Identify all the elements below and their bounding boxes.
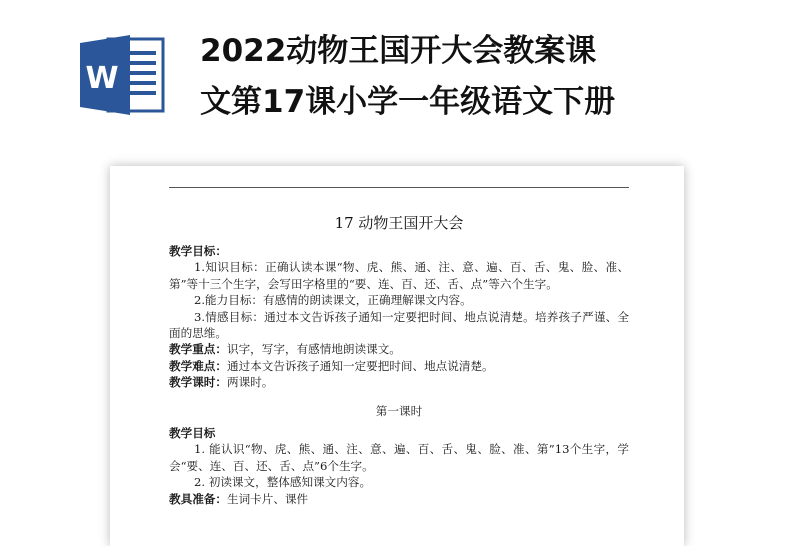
teaching-key-point — [169, 341, 629, 357]
document-title: 17 动物王国开大会 — [334, 214, 464, 232]
teaching-prep — [169, 491, 629, 507]
word-document-icon — [78, 33, 166, 117]
goals-heading: 教学目标： — [169, 244, 227, 258]
lesson-goal-1: 1. 能认识“物、虎、熊、通、注、意、遍、百、舌、鬼、脸、准、第”13个生字，学会“要、连、百、还、舌、点”6个生字。 — [169, 442, 629, 473]
key-label: 教学重点： — [169, 342, 227, 357]
title-line-2: 文第17课小学一年级语文下册 — [200, 84, 616, 120]
goal-ability: 2.能力目标：有感情的朗读课文，正确理解课文内容。 — [194, 293, 472, 308]
goal-emotion: 3.情感目标：通过本文告诉孩子通知一定要把时间、地点说清楚。培养孩子严谨、全面的思维。 — [169, 309, 629, 341]
page-title — [200, 26, 760, 128]
title-line-1: 2022动物王国开大会教案课 — [200, 33, 597, 69]
lesson-goals-heading: 教学目标 — [169, 426, 216, 441]
document-body — [169, 243, 629, 507]
word-icon-letter: W — [85, 61, 119, 96]
difficulty-label: 教学难点： — [169, 358, 227, 373]
difficulty-text: 通过本文告诉孩子通知一定要把时间、地点说清楚。 — [226, 358, 494, 373]
hours-label: 教学课时： — [169, 375, 227, 390]
lesson-heading: 第一课时 — [375, 403, 423, 418]
teaching-difficulty — [169, 358, 629, 374]
lesson-goal-2: 2. 初读课文，整体感知课文内容。 — [194, 475, 372, 490]
prep-text: 生词卡片、课件 — [226, 491, 309, 506]
goal-knowledge: 1.知识目标：正确认读本课“物、虎、熊、通、注、意、遍、百、舌、鬼、脸、准、第”等十三个生字，会写田字格里的“要、连、百、还、舌、点”等六个生字。 — [169, 260, 629, 291]
key-text: 识字，写字，有感情地朗读课文。 — [226, 342, 401, 357]
header-rule — [169, 187, 629, 188]
teaching-hours — [169, 374, 629, 390]
prep-label: 教具准备： — [169, 491, 227, 506]
document-preview — [110, 166, 684, 546]
hours-text: 两课时。 — [226, 375, 274, 390]
